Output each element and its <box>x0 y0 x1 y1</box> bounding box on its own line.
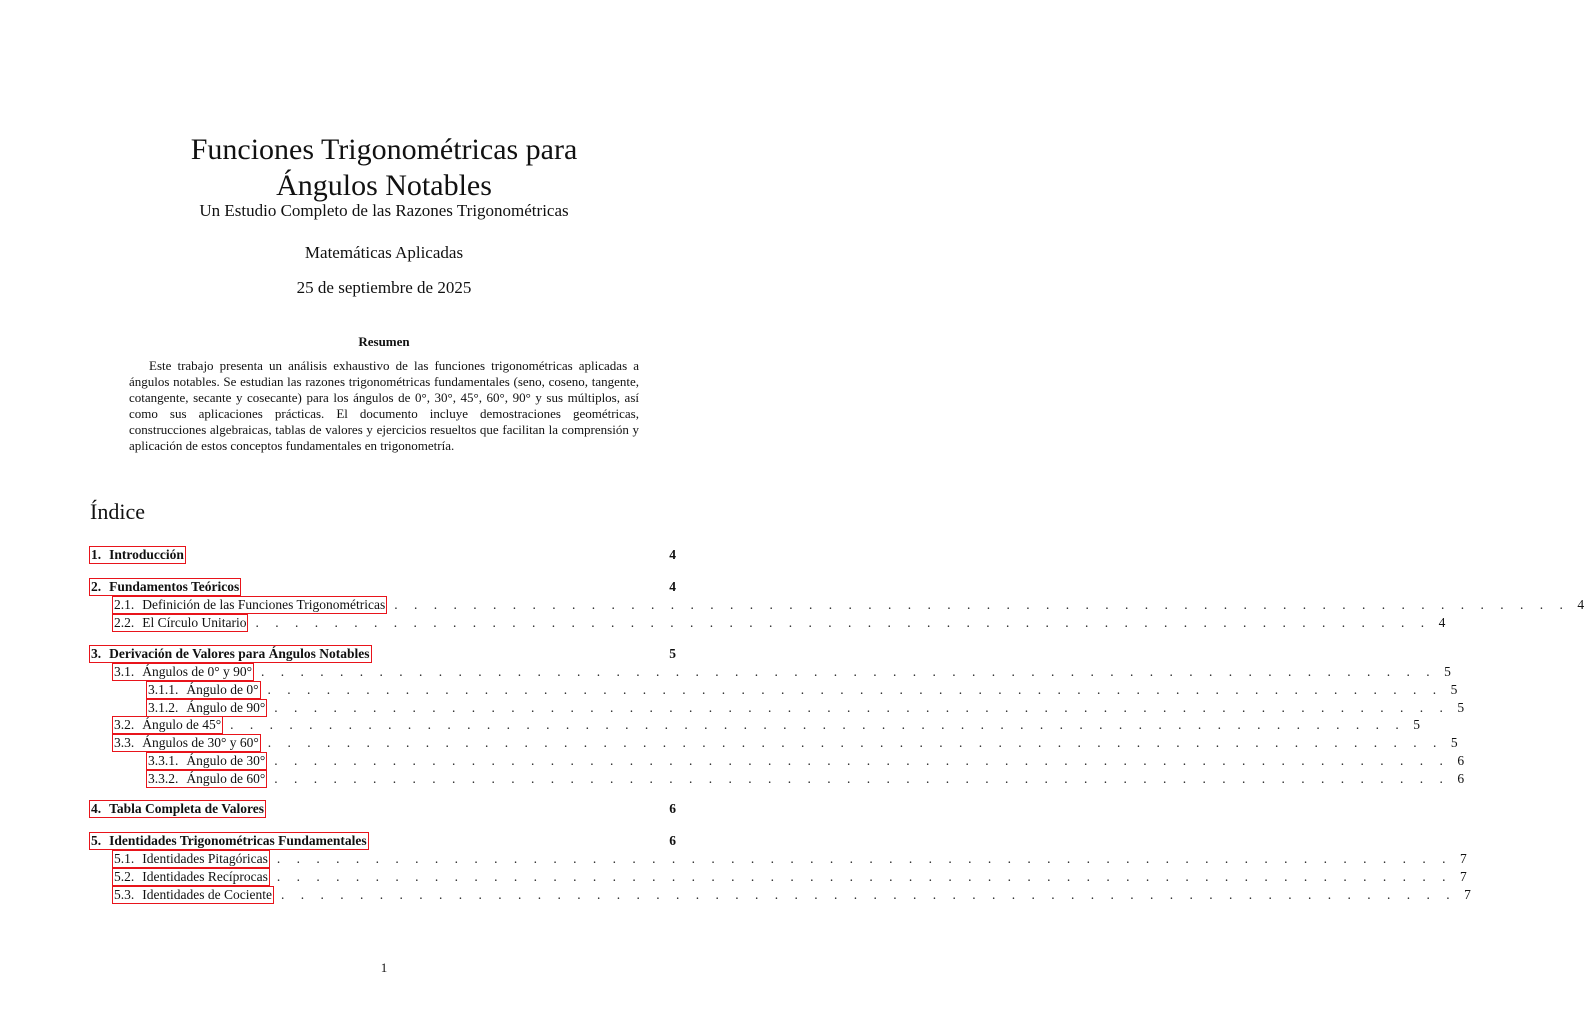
toc-link[interactable] <box>113 869 269 885</box>
toc-number: 3.1.2. <box>148 700 179 715</box>
toc-leader-dots: . . . . . . . . . . . . . . . . . . . . . . . . . . . . . . . . . . . . . . . . . . . . . . . . . . . . . . . . . . . . <box>261 664 1437 679</box>
toc-number: 3.3. <box>114 735 135 750</box>
toc-number: 1. <box>91 547 102 562</box>
toc-heading: Índice <box>90 499 145 524</box>
toc-label: Ángulos de 0° y 90° <box>142 664 253 679</box>
toc-page-number: 4 <box>669 547 676 562</box>
toc-leader-dots: . . . . . . . . . . . . . . . . . . . . . . . . . . . . . . . . . . . . . . . . . . . . . . . . . . . . . . . . . . . . <box>267 735 1443 750</box>
toc-entry <box>90 546 676 564</box>
toc-page-number: 5 <box>1413 717 1421 732</box>
toc-label: Definición de las Funciones Trigonométricas <box>142 597 386 612</box>
toc-number: 5.2. <box>114 869 135 884</box>
toc-link[interactable] <box>90 547 185 563</box>
toc-link[interactable] <box>113 735 260 751</box>
toc-link[interactable] <box>90 833 368 849</box>
toc-entry <box>90 800 676 818</box>
toc-page-number: 7 <box>1459 869 1467 884</box>
toc-page-number: 5 <box>669 646 676 661</box>
toc-number: 2.1. <box>114 597 135 612</box>
toc-number: 5.3. <box>114 887 135 902</box>
toc-page-number: 7 <box>1459 851 1467 866</box>
toc-page-number: 5 <box>1444 664 1451 679</box>
toc-page-number: 4 <box>1577 597 1584 612</box>
toc-entry <box>90 681 1458 699</box>
toc-entry <box>90 596 1584 614</box>
title-line-1: Funciones Trigonométricas para <box>190 133 578 166</box>
toc-entry <box>90 716 1421 734</box>
abstract-heading: Resumen <box>358 334 410 349</box>
toc-entry <box>90 832 676 850</box>
toc-page-number: 5 <box>1450 682 1458 697</box>
toc-entry <box>90 734 1458 752</box>
title-line-2: Ángulos Notables <box>276 169 492 202</box>
toc-leader-dots: . . . . . . . . . . . . . . . . . . . . . . . . . . . . . . . . . . . . . . . . . . . . . . . . . . . . . . . . . . . . <box>267 682 1443 697</box>
toc-leader-dots: . . . . . . . . . . . . . . . . . . . . . . . . . . . . . . . . . . . . . . . . . . . . . . . . . . . . . . . . . . . . <box>230 717 1406 732</box>
toc-leader-dots: . . . . . . . . . . . . . . . . . . . . . . . . . . . . . . . . . . . . . . . . . . . . . . . . . . . . . . . . . . . . <box>280 887 1457 902</box>
toc-label: Introducción <box>109 547 184 562</box>
document-subtitle: Un Estudio Completo de las Razones Trigonométricas <box>199 201 569 220</box>
toc-link[interactable] <box>90 646 371 662</box>
toc-entry <box>90 886 1471 904</box>
toc-label: Ángulo de 60° <box>186 771 266 786</box>
toc-link[interactable] <box>147 753 266 769</box>
toc-entry <box>90 614 1446 632</box>
toc-page-number: 5 <box>1457 700 1465 715</box>
toc-link[interactable] <box>113 887 273 903</box>
toc-number: 3.2. <box>114 717 135 732</box>
toc-link[interactable] <box>147 700 266 716</box>
toc-leader-dots: . . . . . . . . . . . . . . . . . . . . . . . . . . . . . . . . . . . . . . . . . . . . . . . . . . . . . . . . . . . . <box>394 597 1570 612</box>
toc-number: 3. <box>91 646 102 661</box>
toc-leader-dots: . . . . . . . . . . . . . . . . . . . . . . . . . . . . . . . . . . . . . . . . . . . . . . . . . . . . . . . . . . . . <box>274 753 1450 768</box>
toc-leader-dots: . . . . . . . . . . . . . . . . . . . . . . . . . . . . . . . . . . . . . . . . . . . . . . . . . . . . . . . . . . . . <box>274 771 1450 786</box>
toc-link[interactable] <box>90 801 265 817</box>
toc-number: 2. <box>91 579 102 594</box>
toc-link[interactable] <box>113 664 253 680</box>
toc-number: 5. <box>91 833 102 848</box>
toc-entry <box>90 850 1467 868</box>
toc-label: Ángulo de 90° <box>186 700 266 715</box>
page-number: 1 <box>380 960 388 975</box>
toc-entry <box>90 645 676 663</box>
toc-label: Identidades de Cociente <box>142 887 272 902</box>
toc-link[interactable] <box>147 771 266 787</box>
toc-label: Ángulo de 30° <box>186 753 266 768</box>
toc-page-number: 7 <box>1464 887 1471 902</box>
toc-number: 5.1. <box>114 851 135 866</box>
toc-label: Identidades Pitagóricas <box>142 851 268 866</box>
toc-leader-dots: . . . . . . . . . . . . . . . . . . . . . . . . . . . . . . . . . . . . . . . . . . . . . . . . . . . . . . . . . . . . <box>274 700 1450 715</box>
toc-number: 3.1. <box>114 664 135 679</box>
toc-leader-dots: . . . . . . . . . . . . . . . . . . . . . . . . . . . . . . . . . . . . . . . . . . . . . . . . . . . . . . . . . . . . <box>255 615 1431 630</box>
toc-entry <box>90 868 1467 886</box>
toc-page-number: 6 <box>669 833 676 848</box>
toc-link[interactable] <box>147 682 260 698</box>
toc-link[interactable] <box>113 597 386 613</box>
toc-entry <box>90 770 1465 788</box>
toc-label: Fundamentos Teóricos <box>109 579 240 594</box>
toc-page-number: 6 <box>669 801 676 816</box>
toc-label: El Círculo Unitario <box>142 615 247 630</box>
toc-number: 3.3.1. <box>148 753 179 768</box>
document-author: Matemáticas Aplicadas <box>304 243 464 262</box>
toc-label: Ángulo de 0° <box>186 682 259 697</box>
toc-page-number: 4 <box>1438 615 1446 630</box>
toc-entry <box>90 699 1465 717</box>
table-of-contents <box>90 0 1584 1024</box>
toc-label: Identidades Trigonométricas Fundamentales <box>109 833 367 848</box>
document-date: 25 de septiembre de 2025 <box>296 278 472 297</box>
toc-label: Tabla Completa de Valores <box>109 801 265 816</box>
toc-number: 3.1.1. <box>148 682 179 697</box>
toc-link[interactable] <box>90 579 240 595</box>
abstract-body: Este trabajo presenta un análisis exhaustivo de las funciones trigonométricas aplicadas a ángulos notables. Se estudian las razones trigonométricas fundamentales (seno, coseno, tangente, cotangente, secante y cosecante) para los ángulos de 0°, 30°, 45°, 60°, 90° y sus múltiplos, así como sus aplicaciones prácticas. El documento incluye demostraciones geométricas, construcciones algebraicas, tablas de valores y ejercicios resueltos que facilitan la comprensión y aplicación de estos conceptos fundamentales en trigonometría. <box>129 358 639 453</box>
toc-entry <box>90 752 1465 770</box>
toc-page-number: 6 <box>1457 771 1465 786</box>
toc-page-number: 5 <box>1450 735 1458 750</box>
toc-label: Ángulo de 45° <box>142 717 222 732</box>
toc-number: 2.2. <box>114 615 135 630</box>
toc-entry <box>90 663 1451 681</box>
toc-entry <box>90 578 676 596</box>
toc-page-number: 6 <box>1457 753 1465 768</box>
toc-number: 4. <box>91 801 102 816</box>
toc-page-number: 4 <box>669 579 676 594</box>
toc-leader-dots: . . . . . . . . . . . . . . . . . . . . . . . . . . . . . . . . . . . . . . . . . . . . . . . . . . . . . . . . . . . . <box>276 851 1452 866</box>
toc-link[interactable] <box>113 851 269 867</box>
toc-leader-dots: . . . . . . . . . . . . . . . . . . . . . . . . . . . . . . . . . . . . . . . . . . . . . . . . . . . . . . . . . . . . <box>276 869 1452 884</box>
toc-label: Derivación de Valores para Ángulos Notables <box>109 646 370 661</box>
toc-link[interactable] <box>113 717 222 733</box>
toc-label: Identidades Recíprocas <box>142 869 268 884</box>
toc-label: Ángulos de 30° y 60° <box>142 735 259 750</box>
toc-link[interactable] <box>113 615 247 631</box>
toc-number: 3.3.2. <box>148 771 179 786</box>
